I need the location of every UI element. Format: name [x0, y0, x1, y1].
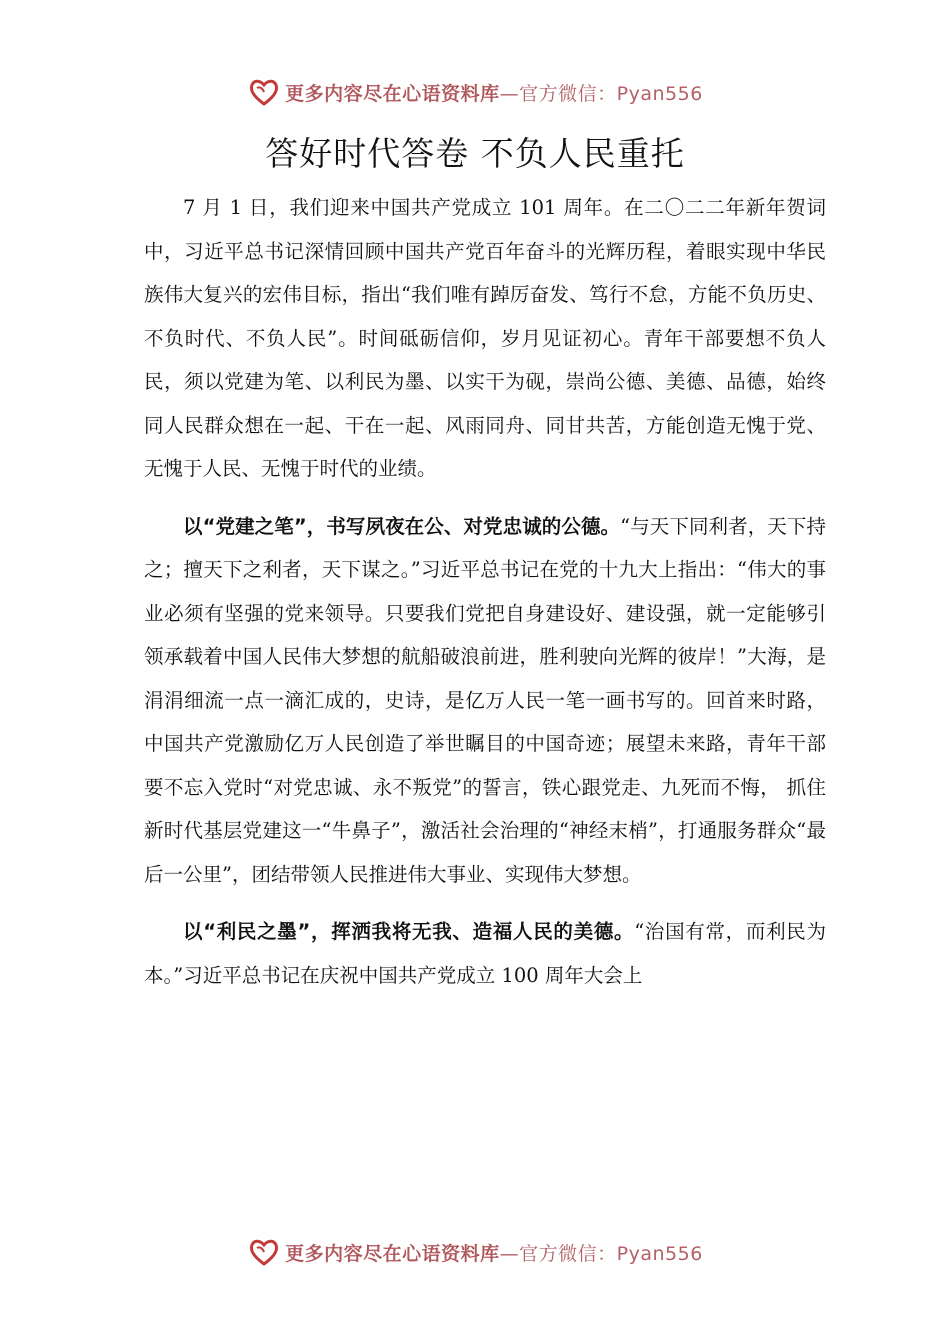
- paragraph-3-heading: 以“利民之墨”，挥洒我将无我、造福人民的美德。: [183, 920, 635, 943]
- footer-banner-text: 更多内容尽在心语资料库—官方微信：Pyan556: [285, 1242, 703, 1265]
- footer-banner: [0, 1232, 950, 1272]
- document-body: [144, 186, 826, 1011]
- header-banner: [0, 72, 950, 112]
- paragraph-2-heading: 以“党建之笔”，书写夙夜在公、对党忠诚的公德。: [183, 514, 621, 538]
- header-banner-text: 更多内容尽在心语资料库—官方微信：Pyan556: [285, 82, 703, 105]
- heart-logo-icon: [247, 1235, 281, 1269]
- paragraph-2: 以“党建之笔”，书写夙夜在公、对党忠诚的公德。“与天下同利者，天下持之；擅天下之利者，天下谋之。”习近平总书记在党的十九大上指出：“伟大的事业必须有坚强的党来领导。只要我们党把自身建设好、建设强，就一定能够引领承载着中国人民伟大梦想的航船破浪前进，胜利驶向光辉的彼岸！”大海，是涓涓细流一点一滴汇成的，史诗，是亿万人民一笔一画书写的。回首来时路，中国共产党激励亿万人民创造了举世瞩目的中国奇迹；展望未来路，青年干部要不忘入党时“对党忠诚、永不叛党”的誓言，铁心跟党走、九死而不悔， 抓住新时代基层党建这一“牛鼻子”，激活社会治理的“神经末梢”，打通服务群众“最后一公里”，团结带领人民推进伟大事业、实现伟大梦想。: [144, 514, 826, 886]
- document-title: 答好时代答卷 不负人民重托: [265, 134, 685, 173]
- paragraph-1: 7 月 1 日，我们迎来中国共产党成立 101 周年。在二〇二二年新年贺词中，习近平总书记深情回顾中国共产党百年奋斗的光辉历程，着眼实现中华民族伟大复兴的宏伟目标，指出“我们唯有踔厉奋发、笃行不怠，方能不负历史、不负时代、不负人民”。时间砥砺信仰，岁月见证初心。青年干部要想不负人民，须以党建为笔、以利民为墨、以实干为砚，崇尚公德、美德、品德，始终同人民群众想在一起、干在一起、风雨同舟、同甘共苦，方能创造无愧于党、无愧于人民、无愧于时代的业绩。: [144, 196, 826, 480]
- heart-logo-icon: [247, 75, 281, 109]
- paragraph-3: 以“利民之墨”，挥洒我将无我、造福人民的美德。“治国有常，而利民为本。”习近平总书记在庆祝中国共产党成立 100 周年大会上: [144, 920, 826, 987]
